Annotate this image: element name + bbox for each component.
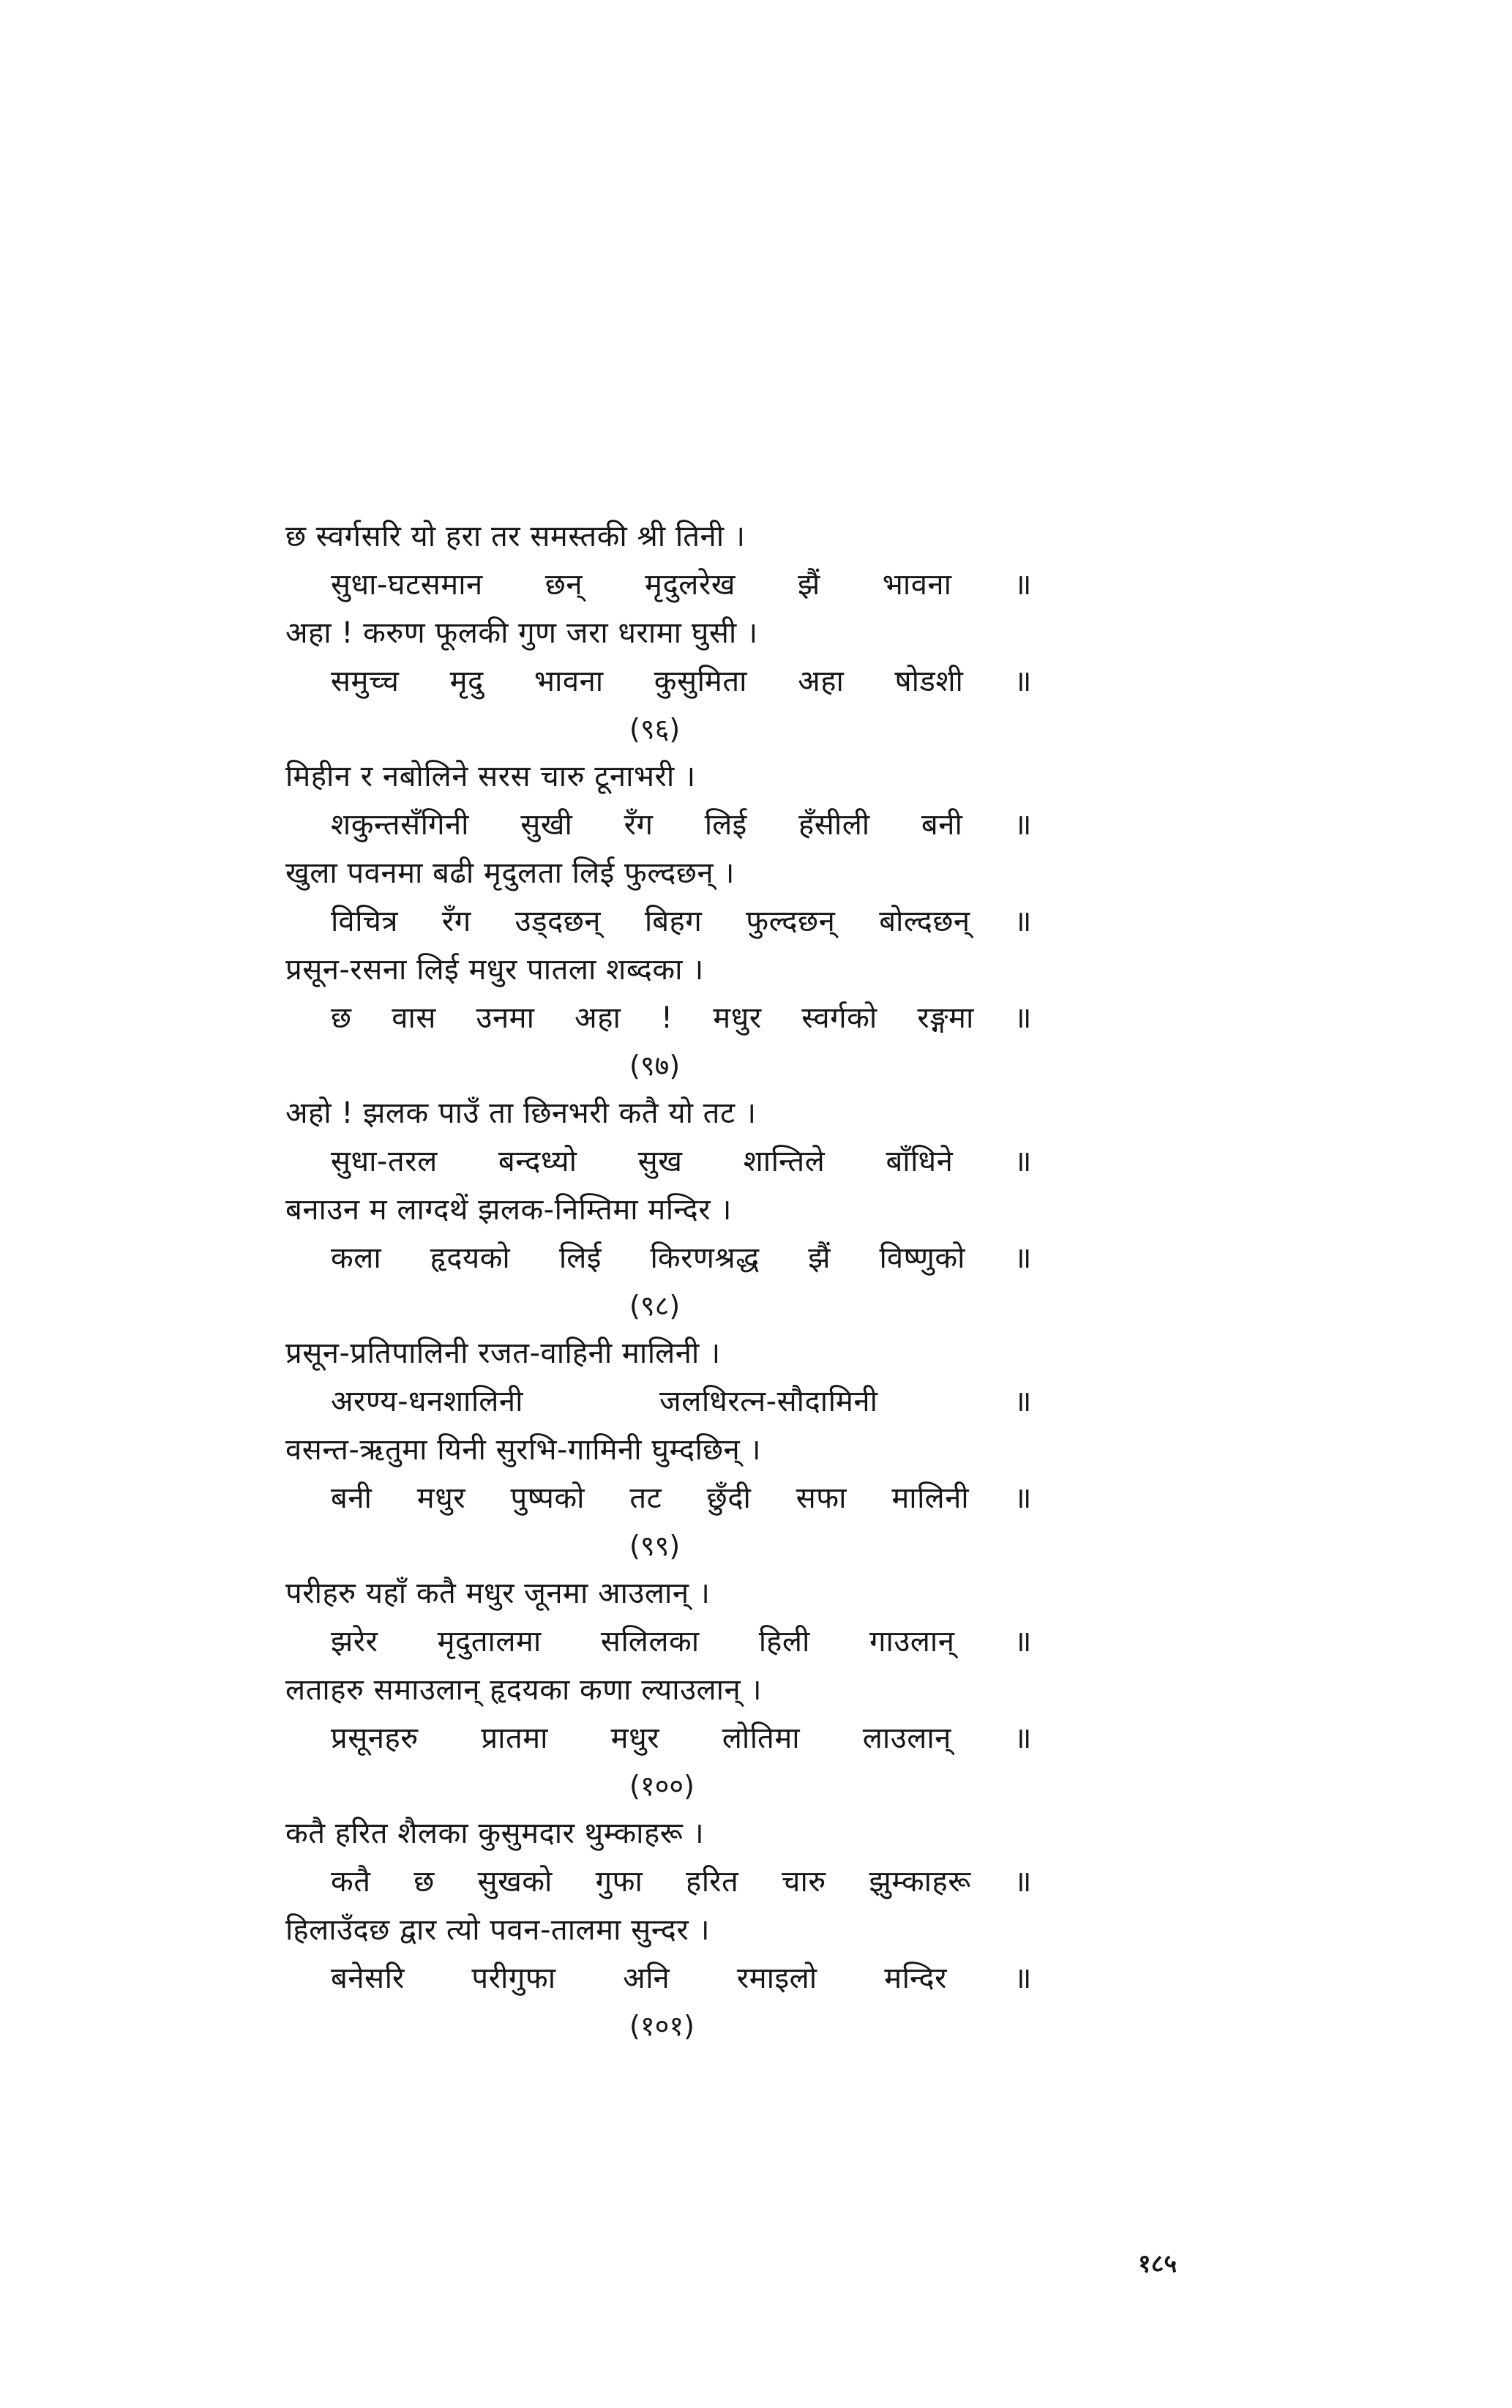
verse-line: विचित्र रँग उड्दछन् बिहग फुल्दछन् बोल्दछन् ॥ [331, 905, 1032, 938]
verse-line: कतै छ सुखको गुफा हरित चारु झुम्काहरू ॥ [331, 1865, 1032, 1899]
verse-line: बनी मधुर पुष्पको तट छुँदी सफा मालिनी ॥ [331, 1481, 1032, 1515]
stanza-99 [285, 1329, 1032, 1569]
verse-line: परीहरु यहाँ कतै मधुर जूनमा आउलान् । [285, 1577, 711, 1610]
verse-line: प्रसून-प्रतिपालिनी रजत-वाहिनी मालिनी । [285, 1336, 721, 1370]
verse-line: कला हृदयको लिई किरणश्रद्ध झैं विष्णुको ॥ [331, 1241, 1032, 1275]
verse-number: (१०१) [629, 2010, 695, 2042]
verse-line: सुधा-घटसमान छन् मृदुलरेख झैं भावना ॥ [331, 568, 1032, 602]
verse-line: वसन्त-ऋतुमा यिनी सुरभि-गामिनी घुम्दछिन् । [285, 1433, 762, 1467]
stanza-98 [285, 1089, 1032, 1329]
stanza-101 [285, 1809, 1032, 2049]
verse-line: झरेर मृदुतालमा सलिलका हिली गाउलान् ॥ [331, 1625, 1032, 1659]
verse-line: लताहरु समाउलान् हृदयका कणा ल्याउलान् । [285, 1673, 763, 1707]
verse-line: अहो ! झलक पाउँ ता छिनभरी कतै यो तट । [285, 1096, 757, 1130]
verse-line: समुच्च मृदु भावना कुसुमिता अहा षोडशी ॥ [331, 665, 1032, 698]
verse-line: खुला पवनमा बढी मृदुलता लिई फुल्दछन् । [285, 856, 735, 890]
verse-number: (९६) [629, 713, 681, 745]
verse-line: बनाउन म लाग्दथें झलक-निम्तिमा मन्दिर । [285, 1193, 732, 1227]
verse-line: प्रसूनहरु प्रातमा मधुर लोतिमा लाउलान् ॥ [331, 1721, 1032, 1755]
stanza-100 [285, 1569, 1032, 1809]
verse-line: अहा ! करुण फूलकी गुण जरा धरामा घुसी । [285, 616, 758, 650]
verse-number: (९९) [629, 1530, 681, 1562]
verse-number: (९८) [629, 1290, 681, 1322]
verse-line: हिलाउँदछ द्वार त्यो पवन-तालमा सुन्दर । [285, 1913, 711, 1947]
stanza-97 [285, 752, 1032, 1089]
verse-line: छ स्वर्गसरि यो हरा तर समस्तकी श्री तिनी । [285, 520, 746, 553]
verse-line: बनेसरि परीगुफा अनि रमाइलो मन्दिर ॥ [331, 1962, 1032, 1995]
verse-line: मिहीन र नबोलिने सरस चारु टूनाभरी । [285, 760, 696, 793]
verse-number: (१००) [629, 1770, 695, 1802]
poem-body [285, 512, 1032, 2049]
verse-line: शकुन्तसँगिनी सुखी रँग लिई हँसीली बनी ॥ [331, 808, 1032, 842]
verse-line: सुधा-तरल बन्दध्यो सुख शान्तिले बाँधिने ॥ [331, 1145, 1032, 1178]
stanza-96 [285, 512, 1032, 752]
verse-line: अरण्य-धनशालिनी जलधिरत्न-सौदामिनी ॥ [331, 1385, 1032, 1418]
verse-line: प्रसून-रसना लिई मधुर पातला शब्दका । [285, 953, 704, 987]
verse-number: (९७) [629, 1050, 681, 1082]
verse-line: कतै हरित शैलका कुसुमदार थुम्काहरू । [285, 1817, 705, 1850]
verse-line: छ वास उनमा अहा ! मधुर स्वर्गको रङ्गमा ॥ [331, 1001, 1032, 1035]
page-number: १८५ [1138, 2249, 1178, 2278]
